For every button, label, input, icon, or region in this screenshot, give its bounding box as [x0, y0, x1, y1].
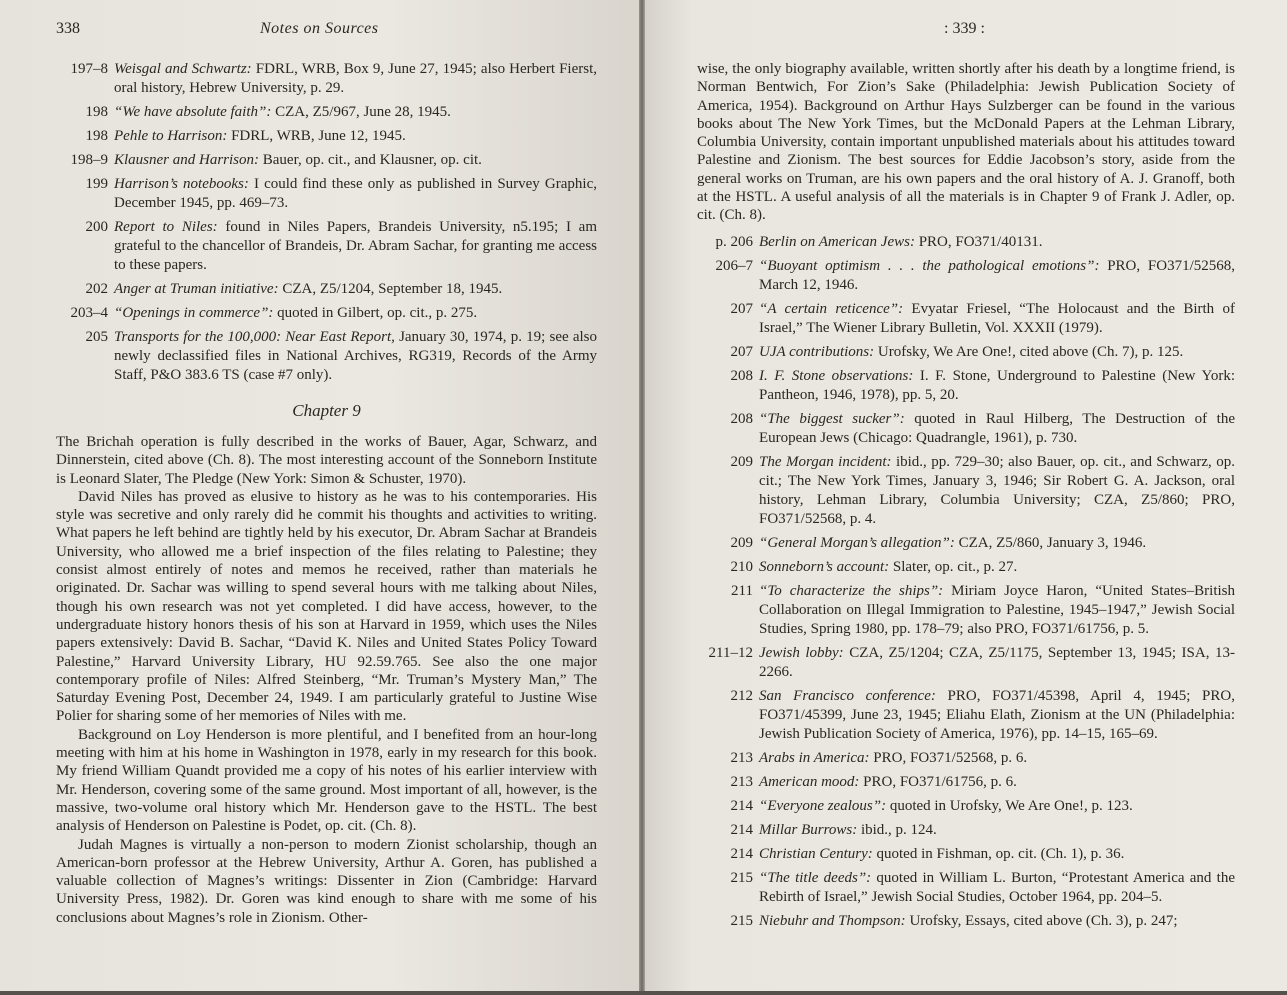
page-number-right: : 339 :	[944, 20, 985, 37]
note-entry	[56, 151, 597, 170]
note-page-ref: 214	[730, 797, 753, 814]
note-label: “To characterize the ships”:	[759, 582, 944, 599]
note-label: “We have absolute faith”:	[114, 104, 272, 120]
note-page-ref: 213	[730, 749, 753, 766]
note-body	[759, 912, 1235, 931]
note-page-ref: 197–8	[70, 61, 108, 77]
note-label: Report to Niles:	[114, 219, 218, 235]
note-entry	[56, 218, 597, 275]
note-text: Miriam Joyce Haron, “United States–British Collaboration on Illegal Immigration to Palestine, 1945–1947,” Jewish Social Studies, Spring 1980, pp. 178–79; also PRO, FO371/61756, p. 5.	[759, 582, 1235, 637]
chapter-paragraph: The Brichah operation is fully described in the works of Bauer, Agar, Schwarz, and Dinnerstein, cited above (Ch. 8). The most interesting account of the Sonneborn Institute is Leonard Slater, The Pledge (New York: Simon & Schuster, 1970).	[56, 434, 597, 487]
note-page-ref: 212	[730, 687, 753, 704]
note-page-ref: 210	[730, 558, 753, 575]
note-text: Evyatar Friesel, “The Holocaust and the Birth of Israel,” The Wiener Library Bulletin, Vol. XXXII (1979).	[759, 300, 1235, 336]
left-notes-list	[56, 60, 597, 385]
note-entry	[697, 300, 1235, 338]
note-body	[759, 644, 1235, 682]
note-label: “The title deeds”:	[759, 869, 872, 886]
note-label: Anger at Truman initiative:	[114, 281, 279, 297]
note-label: “A certain reticence”:	[759, 300, 904, 317]
note-label: American mood:	[759, 773, 860, 790]
note-body	[759, 300, 1235, 338]
note-body	[759, 582, 1235, 639]
note-body	[759, 797, 1235, 816]
left-running-head	[56, 20, 597, 42]
note-text: Bauer, op. cit., and Klausner, op. cit.	[259, 152, 482, 168]
note-label: The Morgan incident:	[759, 453, 892, 470]
note-entry	[697, 797, 1235, 816]
note-entry	[56, 175, 597, 213]
note-page-ref: 202	[85, 281, 108, 297]
note-text: Urofsky, Essays, cited above (Ch. 3), p. 247;	[905, 912, 1178, 929]
page-bottom-edge	[0, 991, 1287, 995]
note-body	[759, 453, 1235, 529]
note-body	[114, 280, 597, 299]
note-text: CZA, Z5/967, June 28, 1945.	[271, 104, 451, 120]
note-label: “The biggest sucker”:	[759, 410, 905, 427]
note-entry	[56, 60, 597, 98]
note-entry	[697, 367, 1235, 405]
note-body	[114, 103, 597, 122]
note-label: Berlin on American Jews:	[759, 233, 915, 250]
note-text: ibid., pp. 729–30; also Bauer, op. cit., and Schwarz, op. cit.; The New York Times, January 3, 1946; Sir Robert G. A. Jackson, oral history, Lehman Library, Columbia University; CZA, Z5/860; PRO, FO371/52568, p. 4.	[759, 453, 1235, 527]
note-body	[759, 367, 1235, 405]
note-label: Klausner and Harrison:	[114, 152, 260, 168]
left-page	[0, 0, 641, 995]
note-page-ref: 203–4	[70, 305, 108, 321]
note-body	[114, 127, 597, 146]
note-body	[759, 343, 1235, 362]
note-label: Christian Century:	[759, 845, 873, 862]
note-entry	[697, 845, 1235, 864]
note-text: PRO, FO371/52568, p. 6.	[869, 749, 1028, 766]
note-text: PRO, FO371/52568, March 12, 1946.	[759, 257, 1235, 293]
note-body	[114, 151, 597, 170]
note-body	[114, 218, 597, 275]
note-page-ref: p. 206	[715, 233, 753, 250]
note-text: found in Niles Papers, Brandeis University, n5.195; I am grateful to the chancellor of Brandeis, Dr. Abram Sachar, for granting me access to these papers.	[114, 219, 597, 273]
note-page-ref: 208	[730, 410, 753, 427]
note-entry	[56, 103, 597, 122]
note-text: quoted in Urofsky, We Are One!, p. 123.	[886, 797, 1133, 814]
note-body	[759, 869, 1235, 907]
note-body	[759, 687, 1235, 744]
note-entry	[697, 257, 1235, 295]
note-page-ref: 209	[730, 534, 753, 551]
note-text: Slater, op. cit., p. 27.	[889, 558, 1018, 575]
note-text: I. F. Stone, Underground to Palestine (New York: Pantheon, 1946, 1978), pp. 5, 20.	[759, 367, 1235, 403]
note-page-ref: 213	[730, 773, 753, 790]
note-text: CZA, Z5/1204, September 18, 1945.	[278, 281, 503, 297]
note-label: Weisgal and Schwartz:	[114, 61, 252, 77]
note-body	[114, 328, 597, 385]
note-label: Transports for the 100,000: Near East Report,	[114, 329, 395, 345]
note-entry	[697, 821, 1235, 840]
note-page-ref: 208	[730, 367, 753, 384]
note-entry	[697, 343, 1235, 362]
note-label: Harrison’s notebooks:	[114, 176, 249, 192]
note-body	[759, 534, 1235, 553]
note-label: “Everyone zealous”:	[759, 797, 887, 814]
chapter-paragraph: David Niles has proved as elusive to history as he was to his contemporaries. His style was secretive and only rarely did he commit his thoughts and activities to writing. What papers he left behind are tightly held by his executor, Dr. Abram Sachar at Brandeis University, who allowed me a brief inspection of the files relating to Palestine; they consist almost entirely of notes and memos he received, rather than materials he originated. Dr. Sachar was willing to spend several hours with me talking about Niles, though his own research was not yet completed. I did have access, however, to the undergraduate history honors thesis of his son at Harvard in 1959, which uses the Niles papers extensively: David B. Sachar, “David K. Niles and United States Policy Toward Palestine,” Harvard University Library, HU 92.59.765. See also the one major contemporary profile of Niles: Alfred Steinberg, “Mr. Truman’s Mystery Man,” The Saturday Evening Post, December 24, 1949. I am particularly grateful to Justine Wise Polier for sharing some of her memories of Niles with me.	[56, 488, 597, 725]
note-page-ref: 198	[85, 128, 108, 144]
note-entry	[697, 410, 1235, 448]
note-page-ref: 214	[730, 845, 753, 862]
note-entry	[56, 127, 597, 146]
note-page-ref: 209	[730, 453, 753, 470]
note-text: PRO, FO371/40131.	[914, 233, 1043, 250]
right-running-head	[697, 20, 1235, 42]
note-body	[114, 60, 597, 98]
note-body	[759, 410, 1235, 448]
note-entry	[56, 328, 597, 385]
note-label: “General Morgan’s allegation”:	[759, 534, 955, 551]
note-entry	[697, 534, 1235, 553]
note-label: Pehle to Harrison:	[114, 128, 228, 144]
note-text: January 30, 1974, p. 19; see also newly declassified files in National Archives, RG319, Records of the Army Staff, P&O 383.6 TS (case #7 only).	[114, 329, 597, 383]
note-page-ref: 206–7	[715, 257, 753, 274]
note-text: CZA, Z5/1204; CZA, Z5/1175, September 13, 1945; ISA, 13-2266.	[759, 644, 1235, 680]
note-page-ref: 207	[730, 300, 753, 317]
note-entry	[697, 558, 1235, 577]
note-body	[114, 304, 597, 323]
note-label: I. F. Stone observations:	[759, 367, 914, 384]
note-entry	[697, 582, 1235, 639]
note-text: PRO, FO371/61756, p. 6.	[859, 773, 1017, 790]
note-label: UJA contributions:	[759, 343, 875, 360]
note-entry	[697, 912, 1235, 931]
note-body	[759, 845, 1235, 864]
note-text: FDRL, WRB, June 12, 1945.	[227, 128, 406, 144]
note-text: I could find these only as published in Survey Graphic, December 1945, pp. 469–73.	[114, 176, 597, 211]
note-text: quoted in Raul Hilberg, The Destruction of the European Jews (Chicago: Quadrangle, 1961), p. 730.	[759, 410, 1235, 446]
note-entry	[697, 644, 1235, 682]
note-label: Niebuhr and Thompson:	[759, 912, 906, 929]
note-label: Millar Burrows:	[759, 821, 858, 838]
note-entry	[56, 304, 597, 323]
chapter-heading: Chapter 9	[292, 401, 361, 420]
chapter-paragraph: Judah Magnes is virtually a non-person to modern Zionist scholarship, though an American-born professor at the Hebrew University, Arthur A. Goren, has published a valuable collection of Magnes’s writings: Dissenter in Zion (Cambridge: Harvard University Press, 1982). Dr. Goren was kind enough to share with me some of his conclusions about Magnes’s role in Zionism. Other-	[56, 836, 597, 926]
note-label: “Buoyant optimism . . . the pathological emotions”:	[759, 257, 1100, 274]
note-page-ref: 198	[85, 104, 108, 120]
continued-paragraph: wise, the only biography available, written shortly after his death by a longtime friend, is Norman Bentwich, For Zion’s Sake (Philadelphia: Jewish Publication Society of America, 1954). Background on Arthur Hays Sulzberger can be found in the various books about The New York Times, but the McDonald Papers at the Lehman Library, Columbia University, contain important unpublished materials about his attitudes toward Palestine and Zionism. The best sources for Eddie Jacobson’s story, aside from the general works on Truman, are his own papers and the oral history of A. J. Granoff, both at the HSTL. A useful analysis of all the materials is in Chapter 9 of Frank J. Adler, op. cit. (Ch. 8).	[697, 61, 1235, 224]
note-text: quoted in William L. Burton, “Protestant America and the Rebirth of Israel,” Jewish Social Studies, October 1964, pp. 204–5.	[759, 869, 1235, 905]
note-page-ref: 215	[730, 869, 753, 886]
note-entry	[697, 869, 1235, 907]
note-text: ibid., p. 124.	[857, 821, 937, 838]
note-body	[759, 233, 1235, 252]
running-title: Notes on Sources	[260, 20, 379, 37]
note-text: Urofsky, We Are One!, cited above (Ch. 7), p. 125.	[874, 343, 1184, 360]
note-body	[114, 175, 597, 213]
note-page-ref: 200	[85, 219, 108, 235]
note-text: FDRL, WRB, Box 9, June 27, 1945; also Herbert Fierst, oral history, Hebrew University, p. 29.	[114, 61, 598, 96]
note-entry	[697, 453, 1235, 529]
note-page-ref: 211–12	[708, 644, 753, 661]
note-body	[759, 749, 1235, 768]
page-number-left: 338	[56, 20, 80, 37]
note-body	[759, 558, 1235, 577]
note-label: Sonneborn’s account:	[759, 558, 890, 575]
note-text: quoted in Gilbert, op. cit., p. 275.	[273, 305, 478, 321]
right-notes-list	[697, 233, 1235, 931]
note-body	[759, 257, 1235, 295]
note-page-ref: 211	[731, 582, 753, 599]
note-entry	[697, 773, 1235, 792]
note-page-ref: 199	[85, 176, 108, 192]
note-entry	[697, 749, 1235, 768]
note-body	[759, 821, 1235, 840]
note-text: quoted in Fishman, op. cit. (Ch. 1), p. 36.	[872, 845, 1125, 862]
note-entry	[56, 280, 597, 299]
note-body	[759, 773, 1235, 792]
note-entry	[697, 233, 1235, 252]
note-label: Arabs in America:	[759, 749, 870, 766]
note-entry	[697, 687, 1235, 744]
note-label: San Francisco conference:	[759, 687, 936, 704]
note-page-ref: 198–9	[70, 152, 108, 168]
note-text: PRO, FO371/45398, April 4, 1945; PRO, FO371/45399, June 23, 1945; Eliahu Elath, Zionism at the UN (Philadelphia: Jewish Publication Society of America, 1976), pp. 14–15, 165–69.	[759, 687, 1235, 742]
note-page-ref: 207	[730, 343, 753, 360]
chapter-paragraph: Background on Loy Henderson is more plentiful, and I benefited from an hour-long meeting with him at his home in Washington in 1978, early in my research for this book. My friend William Quandt provided me a copy of his notes of his earlier interview with Mr. Henderson, covering some of the same ground. Most important of all, however, is the massive, two-volume oral history which Mr. Henderson gave to the HSTL. The best analysis of Henderson on Palestine is Podet, op. cit. (Ch. 8).	[56, 726, 597, 835]
book-gutter	[639, 0, 645, 995]
note-page-ref: 215	[730, 912, 753, 929]
note-label: Jewish lobby:	[759, 644, 844, 661]
right-page	[641, 0, 1287, 995]
note-text: CZA, Z5/860, January 3, 1946.	[954, 534, 1147, 551]
note-page-ref: 214	[730, 821, 753, 838]
note-page-ref: 205	[85, 329, 108, 345]
note-label: “Openings in commerce”:	[114, 305, 274, 321]
